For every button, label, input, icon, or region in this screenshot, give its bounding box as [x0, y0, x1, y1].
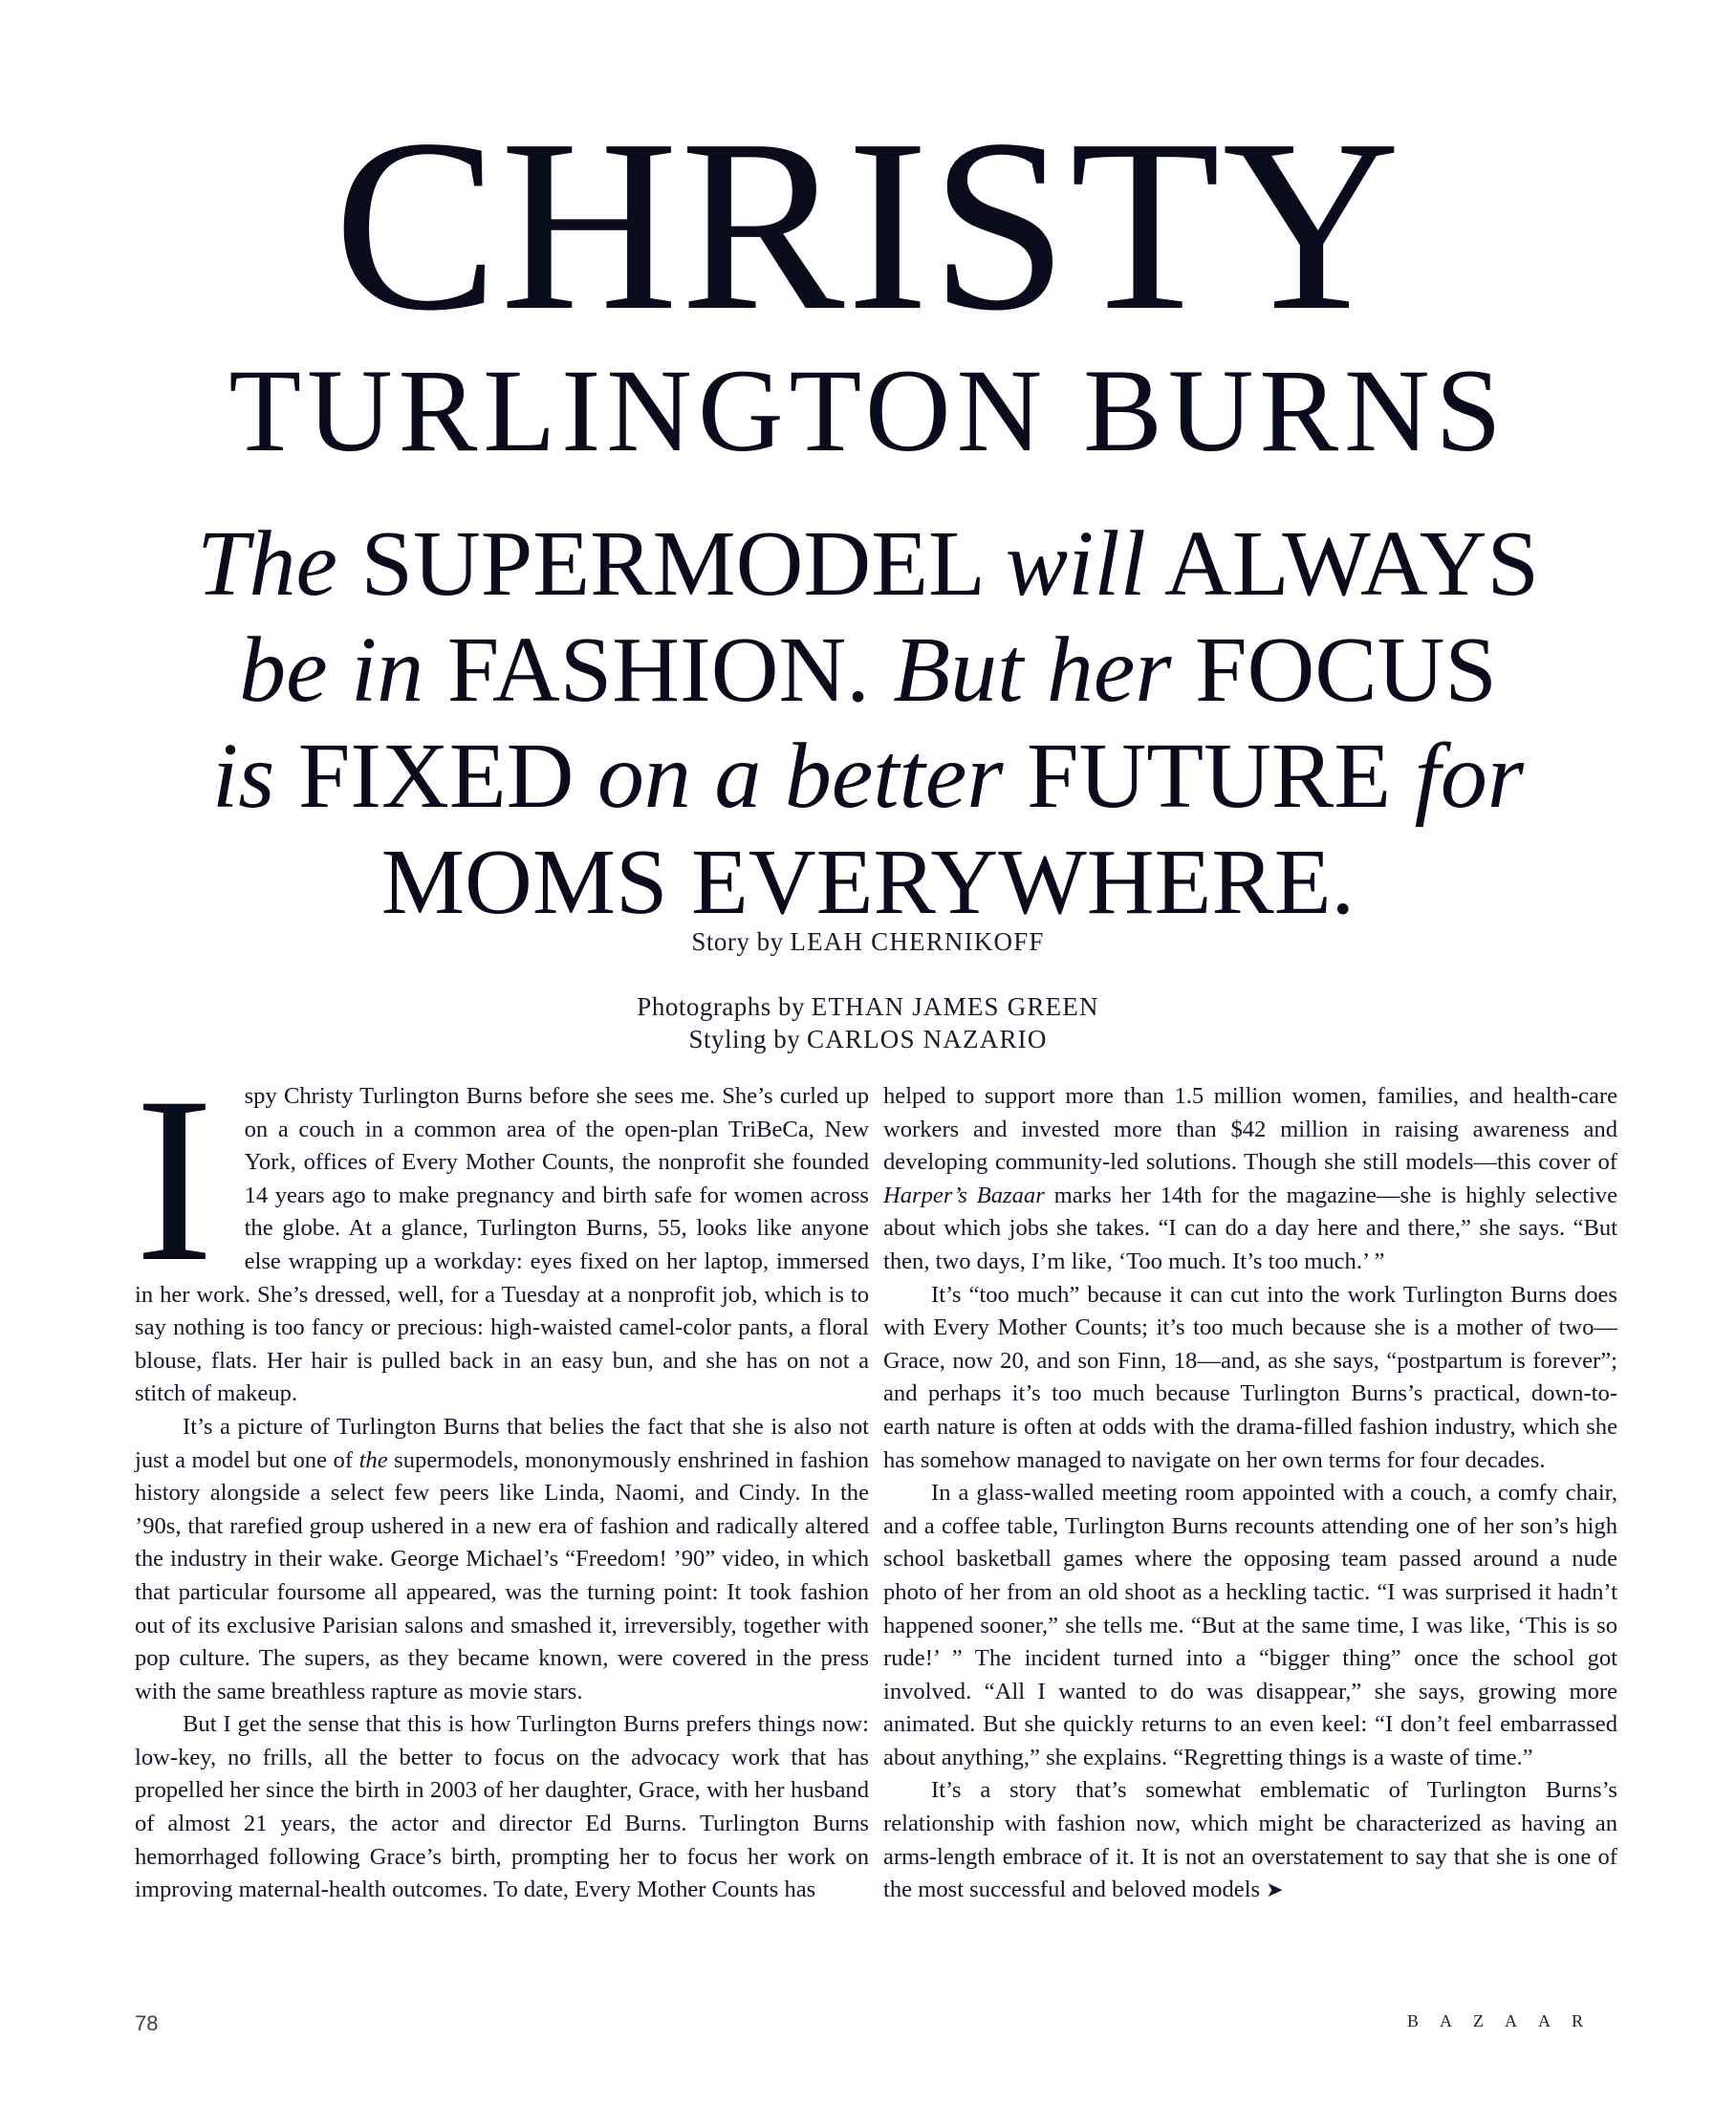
dek-word: be in [239, 619, 424, 722]
dek-word: ALWAYS [1145, 512, 1539, 616]
emphasis: the [358, 1446, 388, 1473]
paragraph-text: It’s a picture of Turlington Burns that belies the fact that she is also not just a model but one of [135, 1413, 869, 1473]
credit-label: Photographs by [637, 992, 806, 1021]
paragraph [883, 1080, 1617, 1279]
paragraph-text: It’s a story that’s somewhat emblematic of Turlington Burns’s relationship with fashion now, which might be characterized as having an arms-length embrace of it. It is not an overstatement to say that she is one of the most successful and beloved models [883, 1777, 1617, 1903]
story-credit [0, 925, 1736, 958]
paragraph: In a glass-walled meeting room appointed with a couch, a comfy chair, and a coffee table, Turlington Burns recounts attending one of her son’s high school basketball games where the opposing team passed around a nude photo of her from an old shoot as a heckling tactic. “I was surprised it hadn’t happened sooner,” she tells me. “But at the same time, I was like, ‘This is so rude!’ ” The incident turned into a “bigger thing” once the school got involved. “All I wanted to do was disappear,” she says, growing more animated. But she quickly returns to an even keel: “I don’t feel embarrassed about anything,” she explains. “Regretting things is a waste of time.” [883, 1480, 1617, 1770]
dek-word: FUTURE [1003, 725, 1415, 828]
dek-word: The [197, 512, 337, 616]
paragraph-text: helped to support more than 1.5 million women, families, and health-care workers and invested more than $42 million in raising awareness and developing community-led solutions. Though she still models—this cover of [883, 1083, 1617, 1176]
body-column-left [135, 1048, 869, 1907]
dek-word: is [211, 725, 275, 828]
headline-first-name: CHRISTY [334, 88, 1402, 361]
paragraph: It’s “too much” because it can cut into the work Turlington Burns does with Every Mother Counts; it’s too much because she is a mother of two—Grace, now 20, and son Finn, 18—and, as she says, “postpartum is forever”; and perhaps it’s too much because Turlington Burns’s practical, down-to-earth nature is often at odds with the drama-filled fashion industry, which she has somehow managed to navigate on her own terms for four decades. [883, 1281, 1617, 1473]
dek-word: FASHION. [423, 619, 894, 722]
page-number: 78 [135, 2011, 159, 2035]
paragraph-text: supermodels, mononymously enshrined in fashion history alongside a select few peers like Linda, Naomi, and Cindy. In the ’90s, that rarefied group ushered in a new era of fashion and radically altered the industry in their wake. George Michael’s “Freedom! ’90” video, in which that particular foursome all appeared, was the turning point: It took fashion out of its exclusive Parisian salons and smashed it, irreversibly, together with pop culture. The supers, as they became known, were covered in the press with the same breathless rapture as movie stars. [135, 1446, 869, 1704]
credit-name: LEAH CHERNIKOFF [790, 927, 1045, 956]
credit-name: ETHAN JAMES GREEN [811, 992, 1099, 1021]
dek-word: FIXED [274, 725, 597, 828]
magazine-brand: BAZAAR [1406, 2011, 1604, 2030]
paragraph-text: marks her 14th for the magazine—she is highly selective about which jobs she takes. “I can do a day here and there,” she says. “But then, two days, I’m like, ‘Too much. It’s too much.’ ” [883, 1182, 1617, 1274]
credit-label: Story by [691, 927, 784, 956]
credit-label: Styling by [688, 1025, 801, 1053]
styling-credit [0, 1023, 1736, 1055]
paragraph-text: spy Christy Turlington Burns before she sees me. She’s curled up on a couch in a common area of the open-plan TriBeCa, New York, offices of Every Mother Counts, the nonprofit she founded 14 years ago to make pregnancy and birth safe for women across the globe. At a glance, Turlington Burns, 55, looks like anyone else wrapping up a workday: eyes fixed on her laptop, immersed in her work. She’s dressed, well, for a Tuesday at a nonprofit job, which is to say nothing is too fancy or precious: high-waisted camel-color pants, a floral blouse, flats. Her hair is pulled back in an easy bun, and she has on not a stitch of makeup. [135, 1083, 869, 1407]
paragraph [883, 1774, 1617, 1906]
paragraph [135, 1048, 869, 1411]
dek-word: FOCUS [1171, 619, 1497, 722]
dek-word: on a better [597, 725, 1004, 828]
dek [124, 511, 1612, 936]
paragraph [135, 1411, 869, 1708]
dek-word: SUPERMODEL [337, 512, 1006, 616]
dek-word: will [1005, 512, 1146, 616]
credit-name: CARLOS NAZARIO [806, 1025, 1048, 1053]
paragraph: But I get the sense that this is how Turlington Burns prefers things now: low-key, no frills, all the better to focus on the advocacy work that has propelled her since the birth in 2003 of her daughter, Grace, with her husband of almost 21 years, the actor and director Ed Burns. Turlington Burns hemorrhaged following Grace’s birth, prompting her to focus her work on improving maternal-health outcomes. To date, Every Mother Counts has [135, 1711, 869, 1903]
dek-word: for [1414, 725, 1525, 828]
photo-credit [0, 990, 1736, 1023]
dek-word: But her [893, 619, 1172, 722]
drop-cap: I [135, 1048, 214, 1311]
continue-arrow-icon: ➤ [1266, 1877, 1284, 1902]
dek-word: MOMS EVERYWHERE. [380, 831, 1356, 934]
body-column-right [883, 1080, 1617, 1907]
magazine-title: Harper’s Bazaar [883, 1182, 1045, 1208]
headline-last-name: TURLINGTON BURNS [228, 345, 1508, 476]
